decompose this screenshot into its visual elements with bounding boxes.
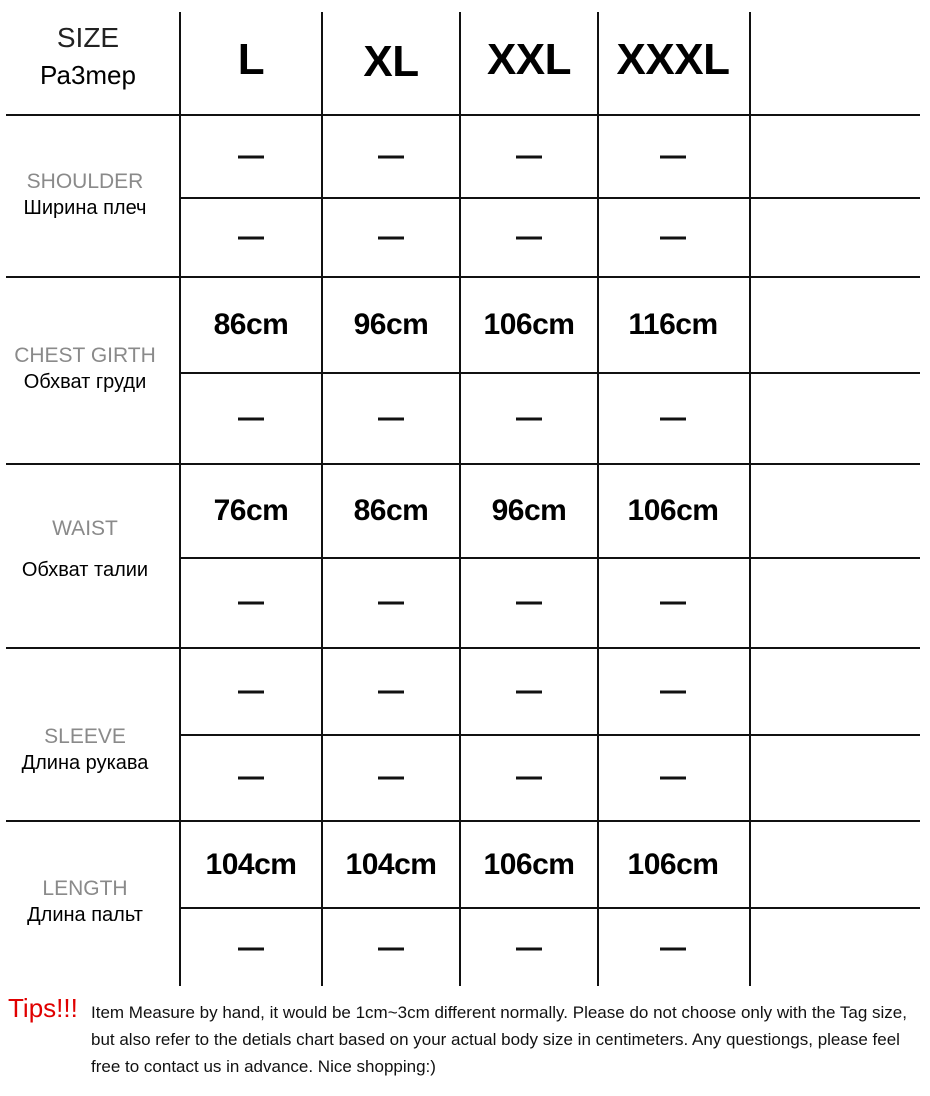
tips-text: Item Measure by hand, it would be 1cm~3cm different normally. Please do not choose only with the Tag size, but also refer to the detials chart based on your actual body size in centimeters. Any questiongs, please feel free to contact us in advance. Nice shopping:) (91, 1003, 907, 1076)
size-header-ru: Ра3mер (40, 60, 136, 90)
value-cell (180, 559, 322, 647)
value-cell (460, 909, 598, 989)
dash-mark (238, 417, 264, 420)
row-label-waist (0, 516, 170, 583)
label-ru: Ширина плеч (23, 197, 147, 219)
value-cell (322, 909, 460, 989)
value-cell (322, 736, 460, 820)
label-en: CHEST GIRTH (14, 344, 156, 367)
row-label-sleeve (0, 724, 170, 776)
value-cell: 106cm (627, 494, 719, 527)
dash-mark (378, 417, 404, 420)
dash-mark (238, 236, 264, 239)
dash-mark (238, 948, 264, 951)
value-cell (322, 374, 460, 463)
value-cell (180, 649, 322, 734)
dash-mark (378, 690, 404, 693)
dash-mark (378, 948, 404, 951)
dash-mark (516, 777, 542, 780)
dash-mark (238, 690, 264, 693)
value-cell: 116cm (628, 308, 718, 341)
size-L: L (237, 35, 265, 84)
value-cell: 104cm (205, 847, 297, 881)
dash-mark (660, 690, 686, 693)
value-cell (460, 736, 598, 820)
tips-label: Tips!!! (8, 993, 78, 1023)
value-cell (322, 559, 460, 647)
label-en: SHOULDER (26, 170, 144, 193)
value-cell: 106cm (627, 847, 719, 881)
value-cell (322, 199, 460, 276)
value-cell (598, 199, 748, 276)
value-cell (598, 374, 748, 463)
dash-mark (516, 602, 542, 605)
dash-mark (660, 155, 686, 158)
label-en: SLEEVE (44, 725, 126, 748)
value-cell: 86cm (353, 494, 429, 527)
label-en: WAIST (52, 517, 118, 540)
dash-mark (238, 602, 264, 605)
row-label-length (0, 876, 170, 928)
dash-mark (378, 602, 404, 605)
dash-mark (378, 236, 404, 239)
dash-mark (238, 155, 264, 158)
size-XXL: XXL (486, 35, 572, 84)
value-cell: 76cm (213, 494, 289, 527)
label-ru: Обхват груди (23, 371, 147, 393)
dash-mark (660, 236, 686, 239)
size-XXXL: XXXL (616, 35, 730, 84)
value-cell (180, 116, 322, 197)
dash-mark (660, 602, 686, 605)
value-cell (460, 374, 598, 463)
value-cell (460, 116, 598, 197)
label-en: LENGTH (42, 877, 128, 900)
value-cell (598, 909, 748, 989)
value-cell (180, 374, 322, 463)
value-cell (322, 116, 460, 197)
dash-mark (660, 948, 686, 951)
dash-mark (238, 777, 264, 780)
value-cell: 104cm (345, 847, 437, 881)
value-cell (460, 649, 598, 734)
value-cell: 96cm (353, 308, 429, 341)
size-header-en: SIZE (56, 22, 120, 53)
label-ru: Длина пальт (27, 904, 143, 926)
value-cell (180, 909, 322, 989)
size-XL: XL (363, 37, 419, 86)
value-cell (460, 199, 598, 276)
value-cell (322, 649, 460, 734)
dash-mark (516, 417, 542, 420)
row-label-shoulder (0, 169, 170, 221)
value-cell: 106cm (483, 308, 575, 341)
value-cell (598, 736, 748, 820)
value-cell (180, 199, 322, 276)
value-cell: 96cm (491, 494, 567, 527)
dash-mark (660, 777, 686, 780)
value-cell (598, 559, 748, 647)
dash-mark (516, 155, 542, 158)
dash-mark (378, 155, 404, 158)
label-ru: Обхват талии (21, 559, 149, 581)
dash-mark (516, 690, 542, 693)
dash-mark (516, 236, 542, 239)
value-cell (460, 559, 598, 647)
value-cell: 106cm (483, 847, 575, 881)
dash-mark (516, 948, 542, 951)
column-divider (749, 12, 751, 986)
value-cell (598, 649, 748, 734)
value-cell (598, 116, 748, 197)
label-ru: Длина рукава (21, 752, 149, 774)
value-cell: 86cm (213, 308, 289, 341)
value-cell (180, 736, 322, 820)
row-label-chest (0, 343, 170, 395)
dash-mark (378, 777, 404, 780)
dash-mark (660, 417, 686, 420)
